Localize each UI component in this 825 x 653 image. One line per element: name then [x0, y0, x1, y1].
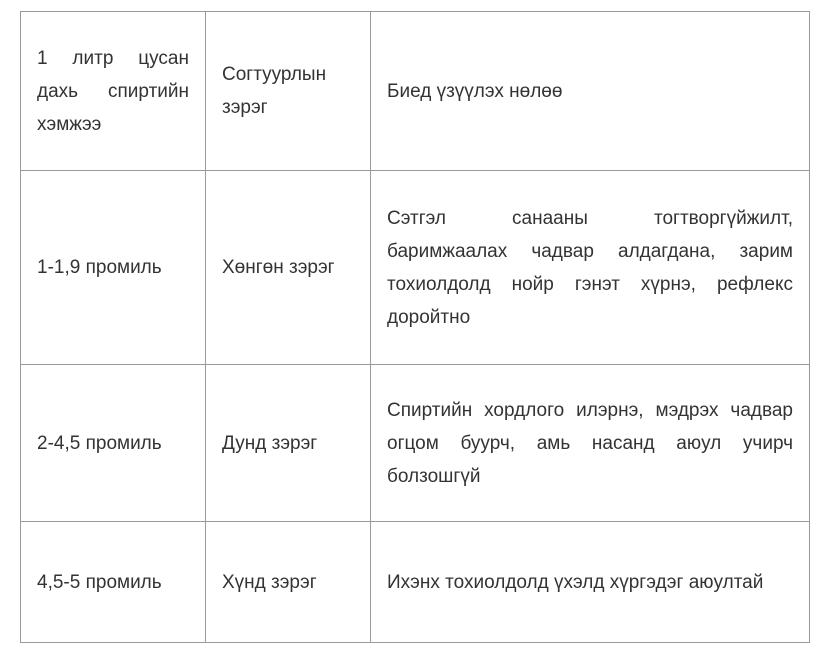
table-row	[21, 171, 810, 365]
header-cell-degree	[206, 12, 371, 171]
effect-cell	[371, 365, 810, 522]
amount-value: 4,5-5 промиль	[37, 571, 162, 593]
degree-cell	[206, 365, 371, 522]
effect-cell	[371, 522, 810, 643]
effect-cell	[371, 171, 810, 365]
amount-value: 1-1,9 промиль	[37, 257, 162, 278]
header-effect-label: Биед үзүүлэх нөлөө	[387, 80, 563, 102]
amount-cell	[21, 171, 206, 365]
amount-cell	[21, 365, 206, 522]
alcohol-effects-table	[20, 11, 810, 643]
degree-cell	[206, 522, 371, 643]
degree-value: Хүнд зэрэг	[222, 571, 317, 593]
degree-cell	[206, 171, 371, 365]
degree-value: Хөнгөн зэрэг	[222, 257, 335, 278]
header-cell-amount	[21, 12, 206, 171]
effect-value: Сэтгэл санааны тогтворгүйжилт, баримжаалах чадвар алдагдана, зарим тохиолдолд нойр гэнэт хүрнэ, рефлекс доройтно	[387, 207, 793, 328]
effect-value: Спиртийн хордлого илэрнэ, мэдрэх чадвар огцом буурч, амь насанд аюул учирч болзошгүй	[387, 399, 793, 487]
header-cell-effect	[371, 12, 810, 171]
degree-value: Дунд зэрэг	[222, 432, 318, 454]
table-header-row	[21, 12, 810, 171]
amount-cell	[21, 522, 206, 643]
header-amount-label: 1 литр цусан дахь спиртийн хэмжээ	[37, 47, 189, 135]
amount-value: 2-4,5 промиль	[37, 432, 162, 454]
effect-value: Ихэнх тохиолдолд үхэлд хүргэдэг аюултай	[387, 571, 764, 593]
table-row	[21, 522, 810, 643]
table-row	[21, 365, 810, 522]
header-degree-label: Согтуурлын зэрэг	[222, 64, 327, 118]
